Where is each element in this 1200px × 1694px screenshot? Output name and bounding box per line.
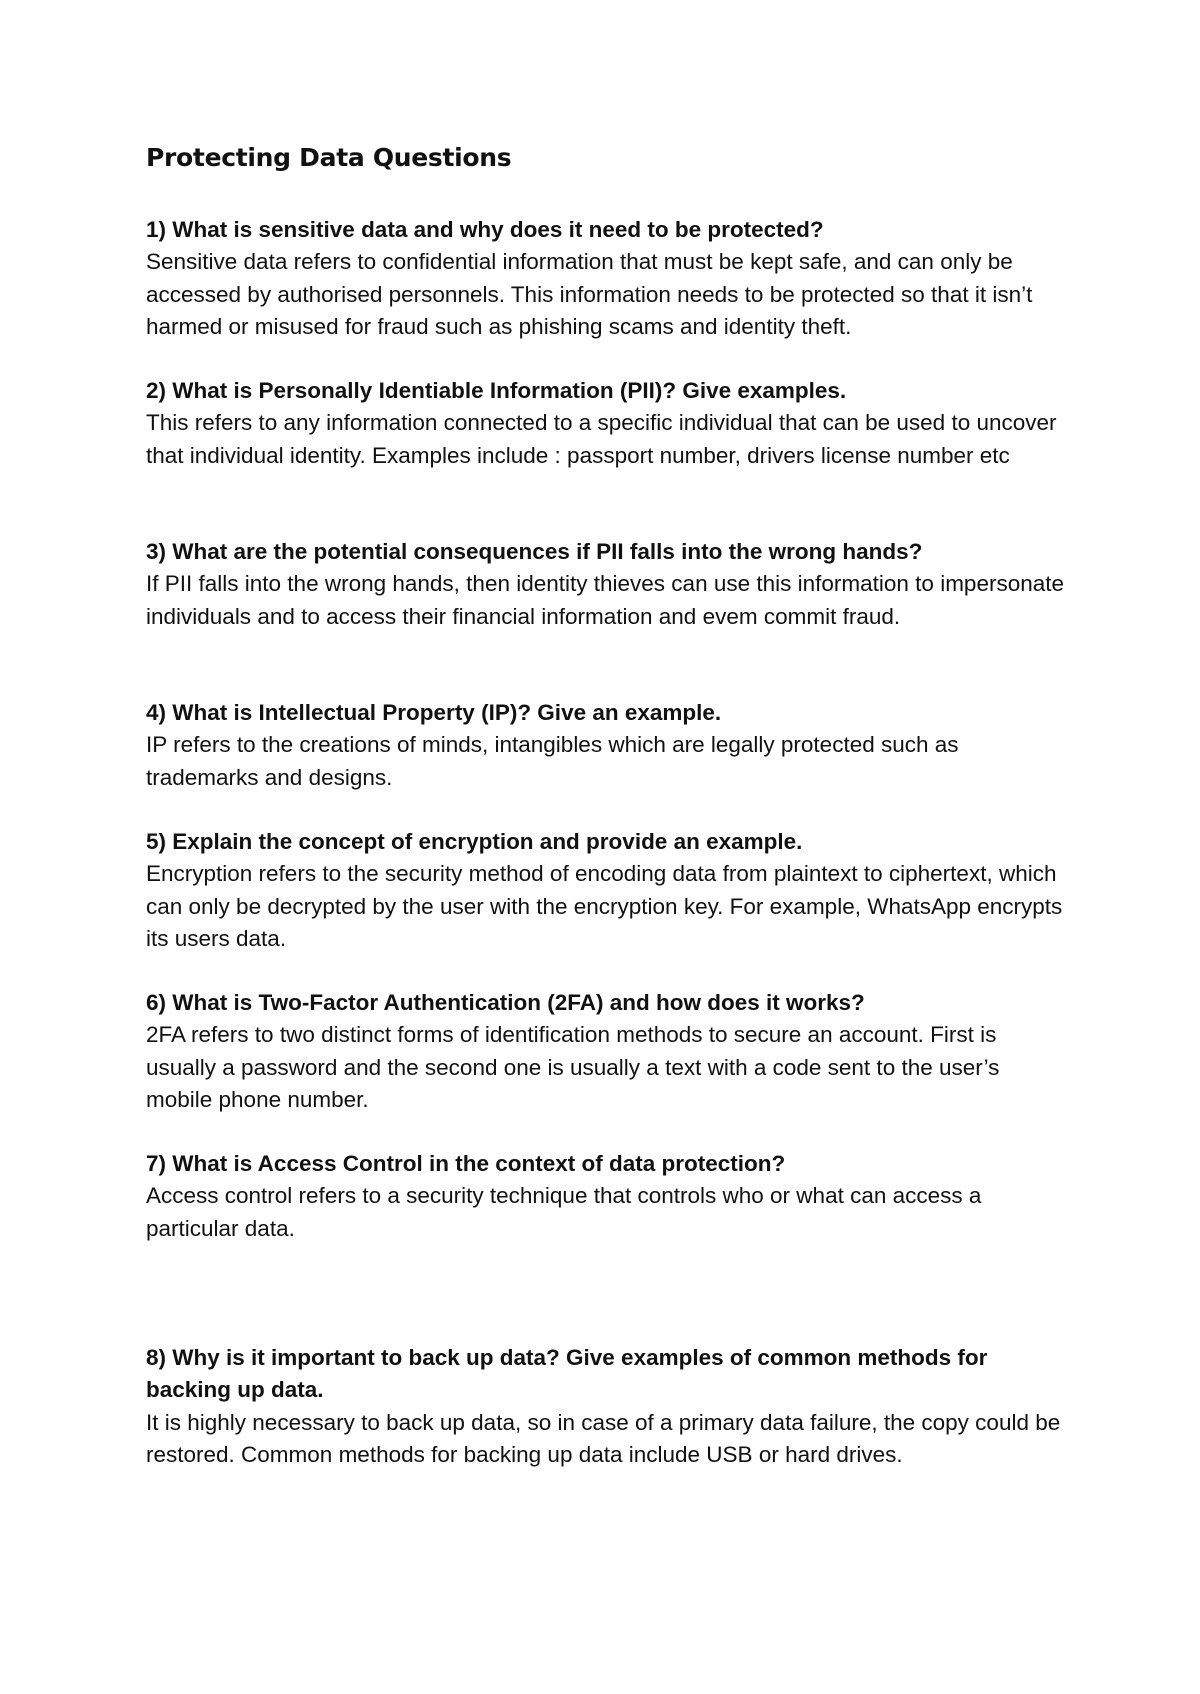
question-3: 3) What are the potential consequences if PII falls into the wrong hands? bbox=[146, 539, 923, 564]
answer-8: It is highly necessary to back up data, so in case of a primary data failure, the copy could be restored. Common methods for backing up data include USB or hard drives. bbox=[146, 1409, 1061, 1467]
question-6: 6) What is Two-Factor Authentication (2FA) and how does it works? bbox=[146, 990, 865, 1015]
question-1: 1) What is sensitive data and why does it need to be protected? bbox=[146, 217, 824, 242]
qa-item-8 bbox=[146, 1342, 1066, 1471]
answer-6: 2FA refers to two distinct forms of identification methods to secure an account. First is usually a password and the second one is usually a text with a code sent to the user’s mobile phone number. bbox=[146, 1022, 1000, 1112]
answer-4: IP refers to the creations of minds, intangibles which are legally protected such as trademarks and designs. bbox=[146, 732, 959, 790]
qa-item-5 bbox=[146, 826, 1066, 955]
qa-item-6 bbox=[146, 987, 1066, 1116]
question-7: 7) What is Access Control in the context of data protection? bbox=[146, 1151, 786, 1176]
qa-item-1 bbox=[146, 214, 1066, 343]
answer-7: Access control refers to a security technique that controls who or what can access a particular data. bbox=[146, 1183, 982, 1241]
question-8: 8) Why is it important to back up data? Give examples of common methods for backing up data. bbox=[146, 1345, 988, 1403]
qa-item-2 bbox=[146, 375, 1066, 472]
qa-item-7 bbox=[146, 1148, 1066, 1245]
answer-3: If PII falls into the wrong hands, then identity thieves can use this information to impersonate individuals and to access their financial information and evem commit fraud. bbox=[146, 571, 1065, 629]
qa-item-4 bbox=[146, 697, 1066, 794]
question-4: 4) What is Intellectual Property (IP)? Give an example. bbox=[146, 700, 722, 725]
answer-2: This refers to any information connected to a specific individual that can be used to uncover that individual identity. Examples include : passport number, drivers license number etc bbox=[146, 410, 1057, 468]
qa-item-3 bbox=[146, 536, 1066, 633]
answer-5: Encryption refers to the security method of encoding data from plaintext to ciphertext, which can only be decrypted by the user with the encryption key. For example, WhatsApp encrypts its users data. bbox=[146, 861, 1063, 951]
question-5: 5) Explain the concept of encryption and provide an example. bbox=[146, 829, 803, 854]
answer-1: Sensitive data refers to confidential information that must be kept safe, and can only be accessed by authorised personnels. This information needs to be protected so that it isn’t harmed or misused for fraud such as phishing scams and identity theft. bbox=[146, 249, 1033, 339]
question-2: 2) What is Personally Identiable Information (PII)? Give examples. bbox=[146, 378, 847, 403]
page-title: Protecting Data Questions bbox=[146, 143, 512, 172]
